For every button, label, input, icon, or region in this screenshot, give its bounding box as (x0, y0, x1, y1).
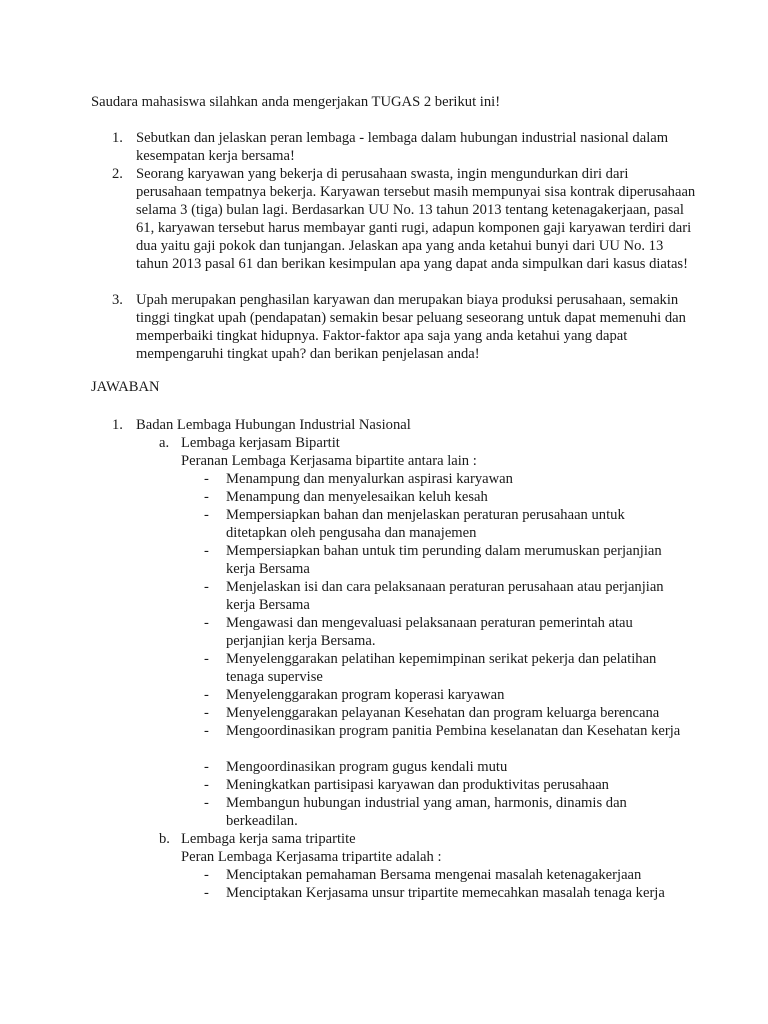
list-item: Mempersiapkan bahan dan menjelaskan peraturan perusahaan untuk ditetapkan oleh pengusaha dan manajemen (226, 507, 625, 541)
list-item: Meningkatkan partisipasi karyawan dan produktivitas perusahaan (226, 777, 609, 793)
list-bullet: - (204, 471, 209, 487)
list-item: Mengoordinasikan program gugus kendali mutu (226, 759, 508, 775)
question-number: 3. (112, 292, 123, 308)
section-intro: Peran Lembaga Kerjasama tripartite adalah : (181, 849, 442, 865)
list-item: Menciptakan Kerjasama unsur tripartite memecahkan masalah tenaga kerja (226, 885, 665, 901)
list-item: Menyelenggarakan pelayanan Kesehatan dan program keluarga berencana (226, 705, 660, 721)
question-number: 1. (112, 130, 123, 146)
list-bullet: - (204, 507, 209, 523)
list-bullet: - (204, 651, 209, 667)
list-item: Menampung dan menyelesaikan keluh kesah (226, 489, 488, 505)
section-letter: b. (159, 831, 170, 847)
list-item: Membangun hubungan industrial yang aman, harmonis, dinamis dan berkeadilan. (226, 795, 627, 829)
list-bullet: - (204, 885, 209, 901)
list-item: Menampung dan menyalurkan aspirasi karyawan (226, 471, 513, 487)
question-text: Sebutkan dan jelaskan peran lembaga - lembaga dalam hubungan industrial nasional dalam kesempatan kerja bersama! (136, 130, 669, 164)
answer-title: Badan Lembaga Hubungan Industrial Nasional (136, 417, 411, 433)
list-item: Mengoordinasikan program panitia Pembina keselanatan dan Kesehatan kerja (226, 723, 681, 739)
list-bullet: - (204, 759, 209, 775)
section-letter: a. (159, 435, 170, 451)
list-bullet: - (204, 777, 209, 793)
section-title: Lembaga kerja sama tripartite (181, 831, 356, 847)
list-bullet: - (204, 489, 209, 505)
question-number: 2. (112, 166, 123, 182)
list-bullet: - (204, 723, 209, 739)
answer-heading: JAWABAN (91, 379, 160, 395)
list-item: Menjelaskan isi dan cara pelaksanaan peraturan perusahaan atau perjanjian kerja Bersama (226, 579, 664, 613)
section-intro: Peranan Lembaga Kerjasama bipartite antara lain : (181, 453, 477, 469)
list-item: Menyelenggarakan program koperasi karyawan (226, 687, 505, 703)
list-item: Mempersiapkan bahan untuk tim perunding dalam merumuskan perjanjian kerja Bersama (226, 543, 662, 577)
list-bullet: - (204, 615, 209, 631)
question-text: Upah merupakan penghasilan karyawan dan merupakan biaya produksi perusahaan, semakin tinggi tingkat upah (pendapatan) semakin besar peluang seseorang untuk dapat memenuhi dan memperbaiki tingkat hidupnya. Faktor-faktor apa saja yang anda ketahui yang dapat mempengaruhi tingkat upah? dan berikan penjelasan anda! (136, 292, 686, 362)
list-bullet: - (204, 795, 209, 811)
answer-number: 1. (112, 417, 123, 433)
list-bullet: - (204, 705, 209, 721)
intro-text: Saudara mahasiswa silahkan anda mengerjakan TUGAS 2 berikut ini! (91, 94, 501, 110)
list-bullet: - (204, 867, 209, 883)
list-bullet: - (204, 543, 209, 559)
question-text: Seorang karyawan yang bekerja di perusahaan swasta, ingin mengundurkan diri dari perusahaan tempatnya bekerja. Karyawan tersebut masih mempunyai sisa kontrak diperusahaan selama 3 (tiga) bulan lagi. Berdasarkan UU No. 13 tahun 2013 tentang ketenagakerjaan, pasal 61, karyawan tersebut harus membayar ganti rugi, adapun komponen gaji karyawan terdiri dari dua yaitu gaji pokok dan tunjangan. Jelaskan apa yang anda ketahui bunyi dari UU No. 13 tahun 2013 pasal 61 dan berikan kesimpulan apa yang dapat anda simpulkan dari kasus diatas! (136, 166, 696, 272)
list-item: Menyelenggarakan pelatihan kepemimpinan serikat pekerja dan pelatihan tenaga supervise (226, 651, 657, 685)
section-title: Lembaga kerjasam Bipartit (181, 435, 340, 451)
list-item: Mengawasi dan mengevaluasi pelaksanaan peraturan pemerintah atau perjanjian kerja Bersama. (226, 615, 633, 649)
list-bullet: - (204, 687, 209, 703)
list-bullet: - (204, 579, 209, 595)
list-item: Menciptakan pemahaman Bersama mengenai masalah ketenagakerjaan (226, 867, 642, 883)
